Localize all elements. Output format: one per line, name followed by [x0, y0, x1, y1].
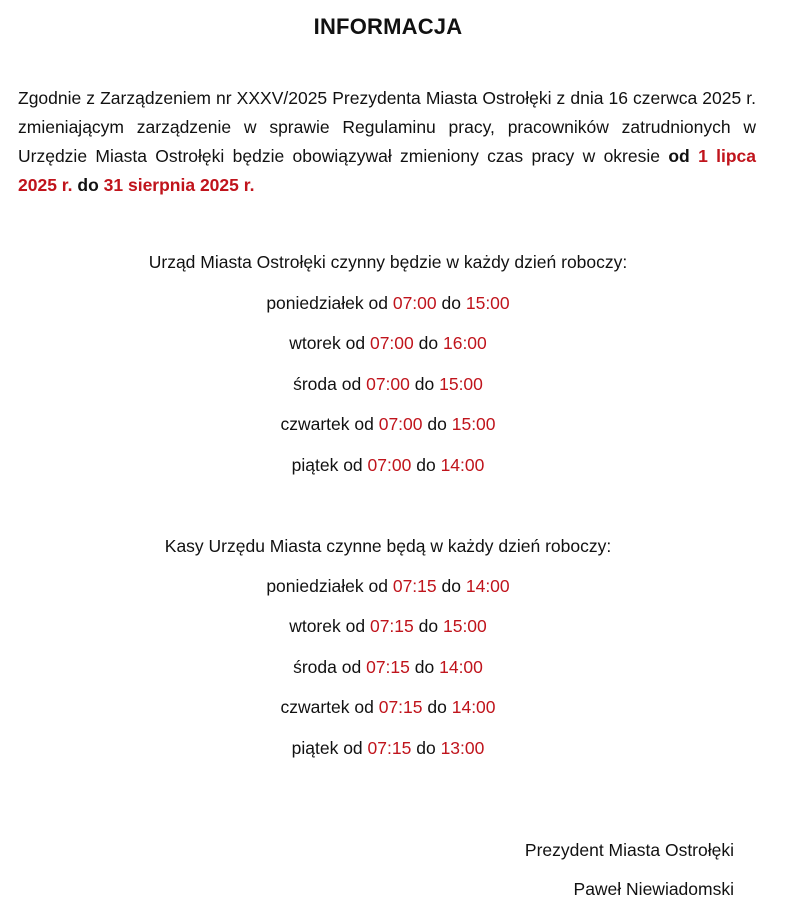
cashier-hours-row — [0, 647, 776, 687]
cashier-hours-row — [0, 687, 776, 727]
day-label: poniedziałek — [266, 576, 364, 596]
open-time: 07:15 — [369, 616, 414, 637]
day-label: piątek — [291, 737, 339, 758]
office-hours-heading: Urząd Miasta Ostrołęki czynny będzie w każdy dzień roboczy: — [148, 252, 628, 272]
cashier-hours-row — [0, 728, 776, 768]
open-time: 07:15 — [366, 656, 410, 677]
from-word: od — [368, 293, 388, 313]
to-word: do — [441, 293, 461, 313]
open-time: 07:00 — [366, 373, 410, 394]
signature-position: Prezydent Miasta Ostrołęki — [524, 840, 734, 860]
intro-from-word: od — [668, 146, 690, 166]
intro-text: Zgodnie z Zarządzeniem nr XXXV/2025 Prezydenta Miasta Ostrołęki z dnia 16 czerwca 2025 r. zmieniającym zarządzenie w sprawie Regulaminu pracy, pracowników zatrudnionych w Urzędzie Miasta Ostrołęki będzie obowiązywał zmieniony czas pracy w okresie — [18, 88, 756, 166]
close-time: 14:00 — [465, 576, 510, 596]
to-word: do — [416, 454, 436, 475]
intro-start-date: 1 lipca 2025 r. — [18, 146, 757, 195]
close-time: 14:00 — [440, 454, 485, 475]
office-hours-row — [0, 283, 776, 323]
close-time: 15:00 — [465, 293, 510, 313]
to-word: do — [441, 576, 461, 596]
from-word: od — [341, 656, 362, 677]
day-label: wtorek — [289, 333, 341, 354]
open-time: 07:15 — [378, 697, 423, 718]
intro-paragraph — [18, 84, 756, 200]
signature-name: Paweł Niewiadomski — [573, 879, 734, 899]
close-time: 13:00 — [440, 737, 485, 758]
to-word: do — [414, 373, 435, 394]
close-time: 14:00 — [451, 697, 496, 718]
open-time: 07:00 — [392, 293, 437, 313]
to-word: do — [418, 333, 439, 354]
intro-end-date: 31 sierpnia 2025 r. — [103, 175, 255, 195]
office-hours-list — [0, 283, 776, 485]
from-word: od — [354, 697, 374, 718]
day-label: poniedziałek — [266, 293, 364, 313]
cashier-hours-heading: Kasy Urzędu Miasta czynne będą w każdy dzień roboczy: — [164, 536, 612, 556]
day-label: czwartek — [280, 414, 350, 435]
intro-to-word: do — [77, 175, 99, 195]
open-time: 07:15 — [367, 737, 412, 758]
from-word: od — [368, 576, 388, 596]
open-time: 07:00 — [378, 414, 423, 435]
from-word: od — [354, 414, 374, 435]
from-word: od — [343, 454, 363, 475]
office-hours-row — [0, 445, 776, 485]
from-word: od — [341, 373, 362, 394]
cashier-hours-row — [0, 566, 776, 606]
to-word: do — [427, 697, 447, 718]
open-time: 07:15 — [392, 576, 437, 596]
cashier-hours-list — [0, 566, 776, 768]
office-hours-row — [0, 364, 776, 404]
open-time: 07:00 — [367, 454, 412, 475]
close-time: 15:00 — [442, 616, 487, 637]
from-word: od — [345, 616, 366, 637]
close-time: 15:00 — [439, 373, 483, 394]
office-hours-row — [0, 404, 776, 444]
to-word: do — [416, 737, 436, 758]
close-time: 16:00 — [442, 333, 487, 354]
day-label: wtorek — [289, 616, 341, 637]
from-word: od — [345, 333, 366, 354]
day-label: piątek — [291, 454, 339, 475]
close-time: 14:00 — [439, 656, 483, 677]
close-time: 15:00 — [451, 414, 496, 435]
day-label: czwartek — [280, 697, 350, 718]
from-word: od — [343, 737, 363, 758]
day-label: środa — [293, 656, 337, 677]
cashier-hours-row — [0, 606, 776, 646]
to-word: do — [418, 616, 439, 637]
document-title: INFORMACJA — [313, 14, 463, 39]
day-label: środa — [293, 373, 337, 394]
office-hours-row — [0, 323, 776, 363]
open-time: 07:00 — [369, 333, 414, 354]
to-word: do — [414, 656, 435, 677]
to-word: do — [427, 414, 447, 435]
